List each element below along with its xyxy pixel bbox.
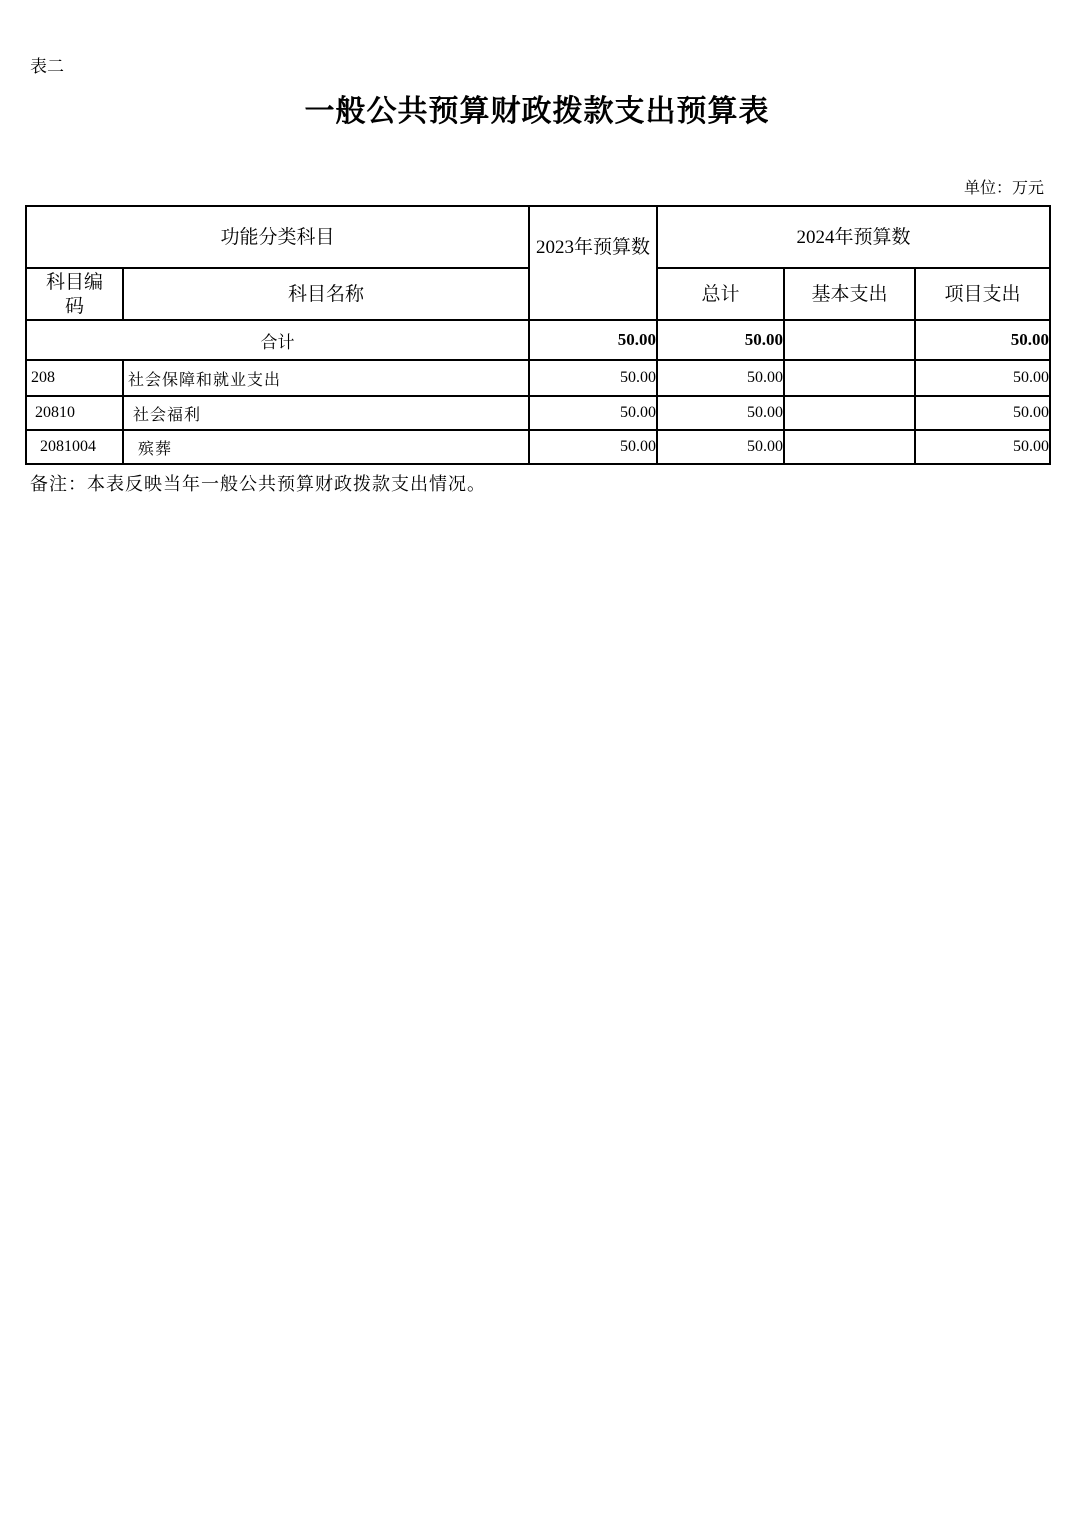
row-name: 社会福利	[123, 396, 529, 430]
footnote: 备注：本表反映当年一般公共预算财政拨款支出情况。	[30, 474, 486, 495]
budget-table	[25, 205, 1051, 465]
header-total: 总计	[657, 268, 784, 320]
header-budget-2023-text: 年预算数	[574, 236, 651, 258]
row-basic	[784, 430, 915, 464]
table-row	[26, 430, 1050, 464]
row-project: 50.00	[915, 396, 1050, 430]
row-project: 50.00	[915, 430, 1050, 464]
header-basic: 基本支出	[784, 268, 915, 320]
total-basic	[784, 320, 915, 360]
total-total: 50.00	[657, 320, 784, 360]
header-budget-2023	[529, 206, 657, 320]
total-project: 50.00	[915, 320, 1050, 360]
header-project: 项目支出	[915, 268, 1050, 320]
row-name: 社会保障和就业支出	[123, 360, 529, 396]
header-code: 科目编码	[26, 268, 123, 320]
row-name: 殡葬	[123, 430, 529, 464]
row-budget-2023: 50.00	[529, 360, 657, 396]
header-budget-2024-text: 年预算数	[834, 225, 911, 248]
row-total: 50.00	[657, 430, 784, 464]
header-name: 科目名称	[123, 268, 529, 320]
row-budget-2023: 50.00	[529, 396, 657, 430]
row-budget-2023: 50.00	[529, 430, 657, 464]
row-code: 2081004	[26, 430, 123, 464]
header-budget-2023-year: 2023	[536, 237, 574, 258]
total-budget-2023: 50.00	[529, 320, 657, 360]
row-project: 50.00	[915, 360, 1050, 396]
table-row	[26, 396, 1050, 430]
table-label: 表二	[30, 57, 64, 77]
row-code: 208	[26, 360, 123, 396]
table-row	[26, 360, 1050, 396]
unit-label: 单位：万元	[963, 178, 1044, 197]
page-title: 一般公共预算财政拨款支出预算表	[304, 94, 770, 129]
header-budget-2024-year: 2024	[796, 226, 835, 248]
row-basic	[784, 360, 915, 396]
total-label: 合计	[26, 320, 529, 360]
header-row-1	[26, 206, 1050, 268]
row-total: 50.00	[657, 396, 784, 430]
total-row	[26, 320, 1050, 360]
row-total: 50.00	[657, 360, 784, 396]
header-budget-2024	[657, 206, 1050, 268]
header-functional-category: 功能分类科目	[26, 206, 529, 268]
row-code: 20810	[26, 396, 123, 430]
row-basic	[784, 396, 915, 430]
